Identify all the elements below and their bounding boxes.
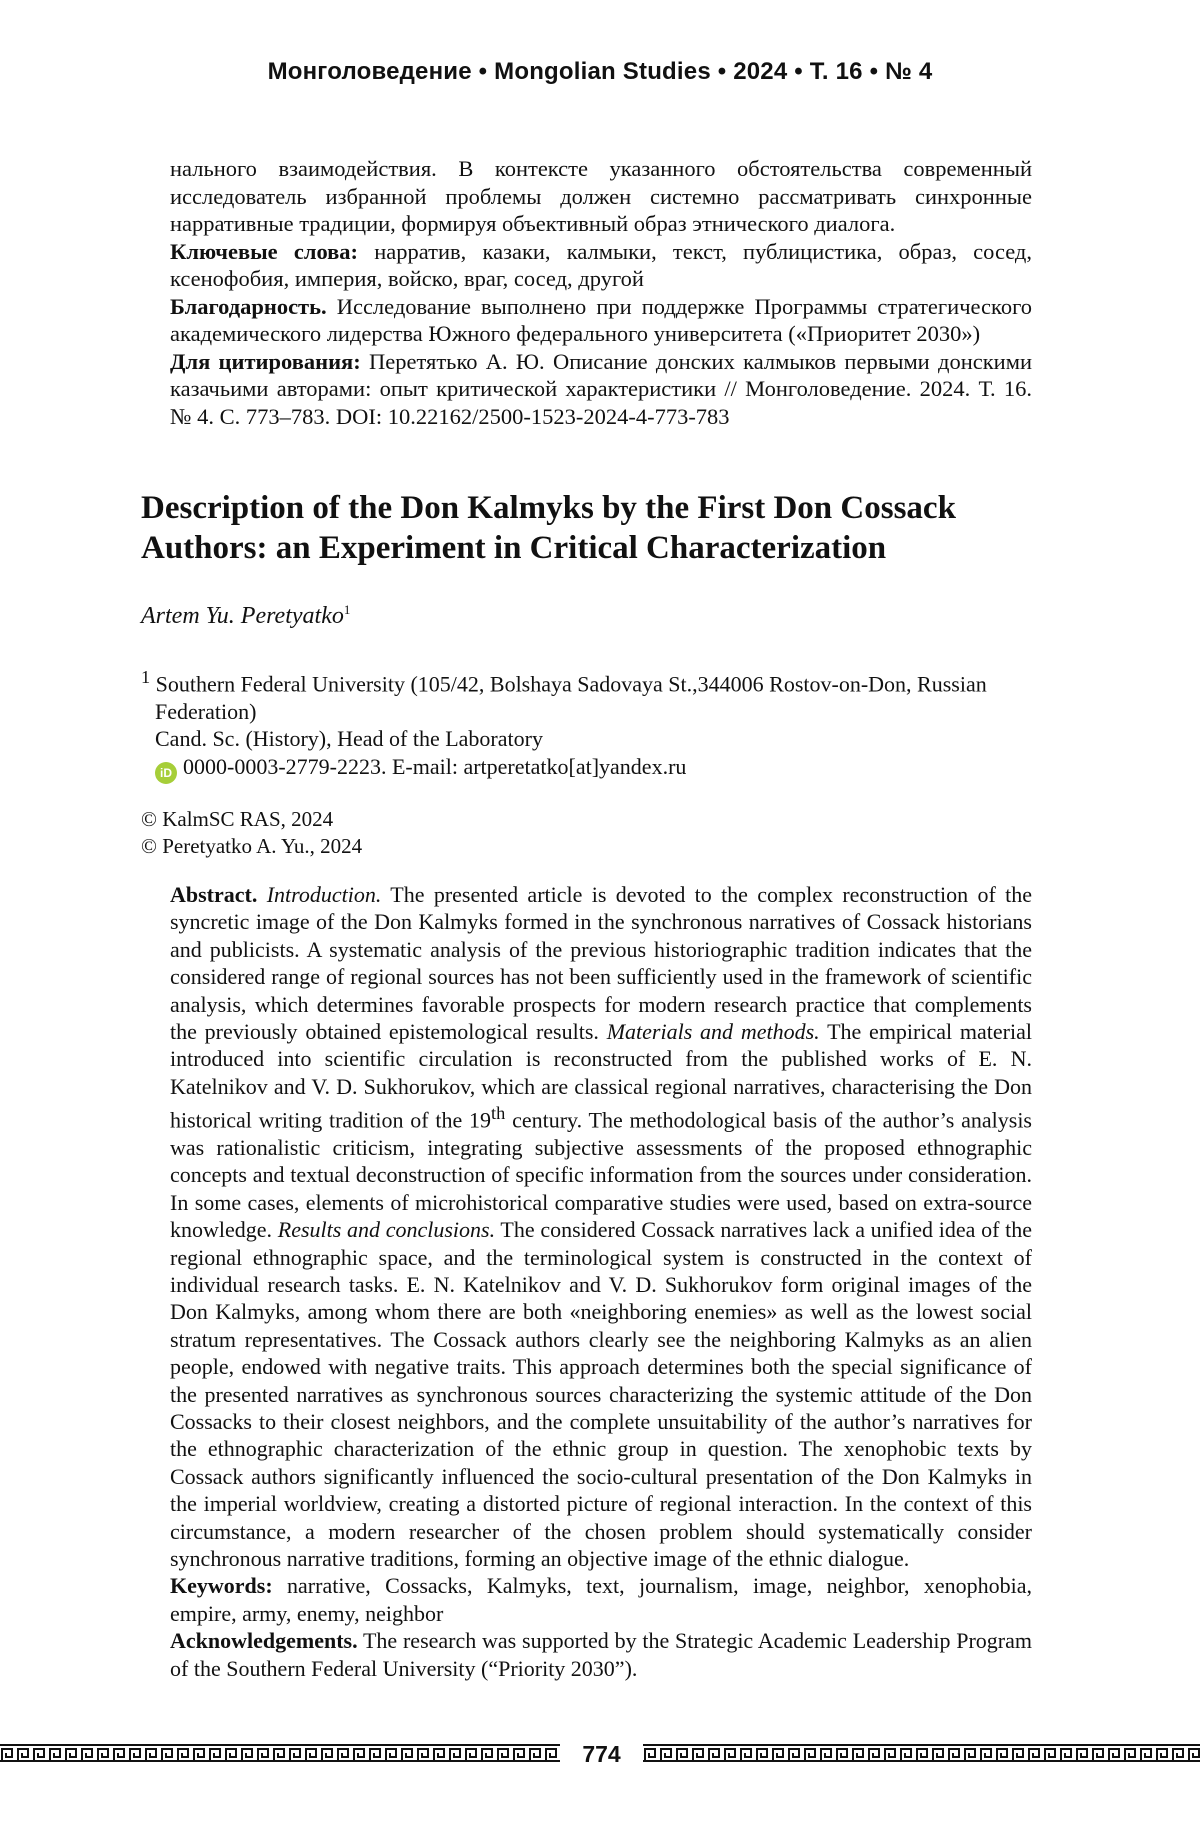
page-number: 774 [582,1741,621,1767]
ru-abstract-tail: нального взаимодействия. В контексте указанного обстоятельства современный исследователь избранной проблемы должен системно рассматривать синхронные нарративные традиции, формируя объективный образ этнического диалога. [170,156,1032,236]
copyright-line: © Peretyatko A. Yu., 2024 [141,834,363,858]
english-abstract [170,881,1032,1682]
ru-citation [170,348,1032,431]
affiliation-org [141,664,1061,725]
acknowledgements-paragraph [170,1627,1032,1682]
meander-border-right [643,1742,1200,1764]
methods-label: Materials and methods. [606,1019,820,1045]
keywords-paragraph [170,1572,1032,1627]
ru-acknowledgement [170,293,1032,348]
running-header: Монголоведение • Mongolian Studies • 2024 • Т. 16 • № 4 [267,58,933,85]
author-line [141,602,350,630]
methods-text-a: The empirical material introduced into scientific circulation is reconstructed from the published works of E. N. Katelnikov and V. D. Sukhorukov, which are classical regional narratives, characterising the Don historical writing tradition of the 19 [170,1019,1032,1133]
affiliation-block [141,664,1061,784]
ru-keywords [170,238,1032,293]
keywords-text: narrative, Cossacks, Kalmyks, text, journalism, image, neighbor, xenophobia, empire, army, enemy, neighbor [170,1573,1032,1626]
affiliation-org-text: Southern Federal University (105/42, Bolshaya Sadovaya St.,344006 Rostov-on-Don, Russian Federation) [150,671,987,724]
affiliation-orcid-line [141,753,1061,784]
results-text: The considered Cossack narratives lack a unified idea of the regional ethnographic space, and the terminological system is constructed in the context of individual research tasks. E. N. Katelnikov and V. D. Sukhorukov form original images of the Don Kalmyks, among whom there are both «neighboring enemies» as well as the lowest social stratum representatives. The Cossack authors clearly see the neighboring Kalmyks as an alien people, endowed with negative traits. This approach determines both the special significance of the presented narratives as synchronous sources characterizing the systemic attitude of the Don Cossacks to their closest neighbors, and the complete unsuitability of the author’s narratives for the ethnographic characterization of the ethnic group in question. The xenophobic texts by Cossack authors significantly influenced the socio-cultural presentation of the Don Kalmyks in the imperial worldview, creating a distorted picture of regional interaction. In the context of this circumstance, a modern researcher of the chosen problem should systematically consider synchronous narrative traditions, forming an objective image of the ethnic dialogue. [170,1217,1032,1572]
ru-cite-label: Для цитирования: [170,348,361,374]
orcid-icon[interactable]: iD [155,762,177,784]
abstract-label: Abstract. [170,882,258,907]
introduction-label: Introduction. [266,882,382,907]
author-name: Artem Yu. Peretyatko [141,603,344,629]
results-label: Results and conclusions. [277,1217,496,1243]
orcid-email-text: 0000-0003-2779-2223. E-mail: artperetatko[at]yandex.ru [183,753,687,779]
ru-ack-text: Исследование выполнено при поддержке Программы стратегического академического лидерства Южного федерального университета («Приоритет 2030») [170,293,1032,346]
page-footer [0,1740,1200,1770]
russian-summary [170,155,1032,430]
acknowledgements-text: The research was supported by the Strategic Academic Leadership Program of the Southern Federal University (“Priority 2030”). [170,1628,1032,1681]
author-affiliation-marker: 1 [343,602,351,617]
ru-ack-label: Благодарность. [170,293,327,319]
ru-keywords-text: нарратив, казаки, калмыки, текст, публицистика, образ, сосед, ксенофобия, империя, войско, враг, сосед, другой [170,238,1032,291]
meander-border-left [0,1742,560,1764]
century-suffix: th [491,1103,506,1124]
affiliation-marker: 1 [141,667,151,687]
acknowledgements-label: Acknowledgements. [170,1628,358,1654]
ru-keywords-label: Ключевые слова: [170,238,359,264]
ru-cite-text: Перетятько А. Ю. Описание донских калмыков первыми донскими казачьими авторами: опыт критической характеристики // Монголоведение. 2024. Т. 16. № 4. С. 773–783. DOI: 10.22162/2500-1523-2024-4-773-783 [170,348,1032,429]
abstract-paragraph [170,881,1032,1572]
introduction-text: The presented article is devoted to the complex reconstruction of the syncretic image of the Don Kalmyks formed in the synchronous narratives of Cossack historians and publicists. A systematic analysis of the previous historiographic tradition indicates that the considered range of regional sources has not been sufficiently used in the framework of scientific analysis, which determines favorable prospects for modern research practice that complements the previously obtained epistemological results. [170,882,1033,1045]
methods-text-b: century. The methodological basis of the author’s analysis was rationalistic criticism, integrating subjective assessments of the proposed ethnographic concepts and textual deconstruction of specific information from the sources under consideration. In some cases, elements of microhistorical comparative studies were used, based on extra-source knowledge. [170,1107,1032,1243]
article-title: Description of the Don Kalmyks by the First Don Cossack Authors: an Experiment in Critical Characterization [141,490,956,566]
copyright-block [141,806,362,860]
affiliation-position: Cand. Sc. (History), Head of the Laboratory [155,726,543,752]
keywords-label: Keywords: [170,1573,273,1599]
copyright-line: © KalmSC RAS, 2024 [141,807,334,831]
